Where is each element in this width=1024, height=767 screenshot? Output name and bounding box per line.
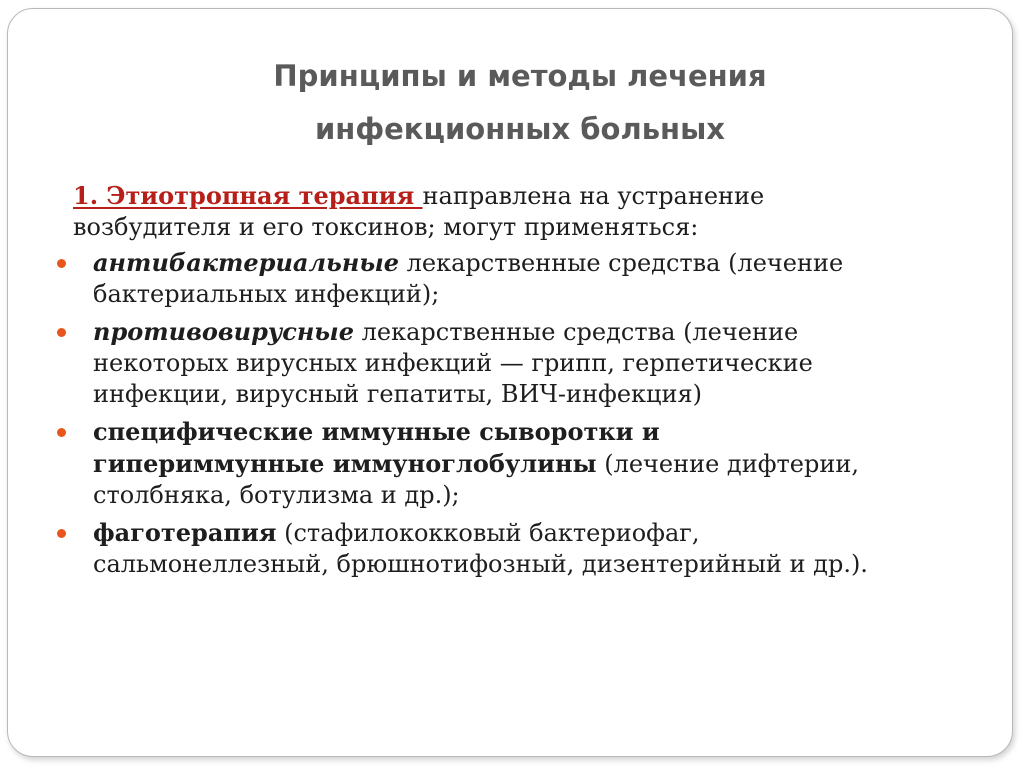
item-term: антибактериальные	[93, 248, 400, 277]
item-text: (стафилококковый бактериофаг, сальмонеллезный, брюшнотифозный, дизентерийный и др.).	[93, 519, 868, 578]
list-item-phage-therapy	[53, 517, 883, 580]
item-text: (лечение дифтерии, столбняка, ботулизма и др.);	[93, 450, 859, 509]
item-term: специфические иммунные сыворотки и гипериммунные иммуноглобулины	[93, 417, 660, 478]
list-item-antibacterial	[53, 247, 883, 310]
bullet-icon	[57, 428, 66, 437]
intro-heading: 1. Этиотропная терапия	[73, 181, 423, 210]
slide-body	[53, 180, 883, 586]
treatment-list	[53, 247, 883, 580]
slide-title	[120, 50, 920, 156]
bullet-icon	[57, 328, 66, 337]
list-item-immune-sera	[53, 416, 883, 511]
list-item-antiviral	[53, 316, 883, 410]
slide-title-line-1: Принципы и методы лечения	[273, 59, 767, 93]
item-text: лекарственные средства (лечение бактериальных инфекций);	[93, 249, 844, 308]
item-text: лекарственные средства (лечение некоторых вирусных инфекций — грипп, герпетические инфекции, вирусный гепатиты, ВИЧ-инфекция)	[93, 318, 813, 408]
bullet-icon	[57, 529, 66, 538]
bullet-icon	[57, 259, 66, 268]
item-term: фаготерапия	[93, 518, 277, 547]
intro-text: направлена на устранение возбудителя и его токсинов; могут применяться:	[73, 182, 765, 241]
item-term: противовирусные	[93, 317, 354, 346]
slide-title-line-2: инфекционных больных	[314, 112, 726, 146]
intro-paragraph	[53, 180, 883, 243]
